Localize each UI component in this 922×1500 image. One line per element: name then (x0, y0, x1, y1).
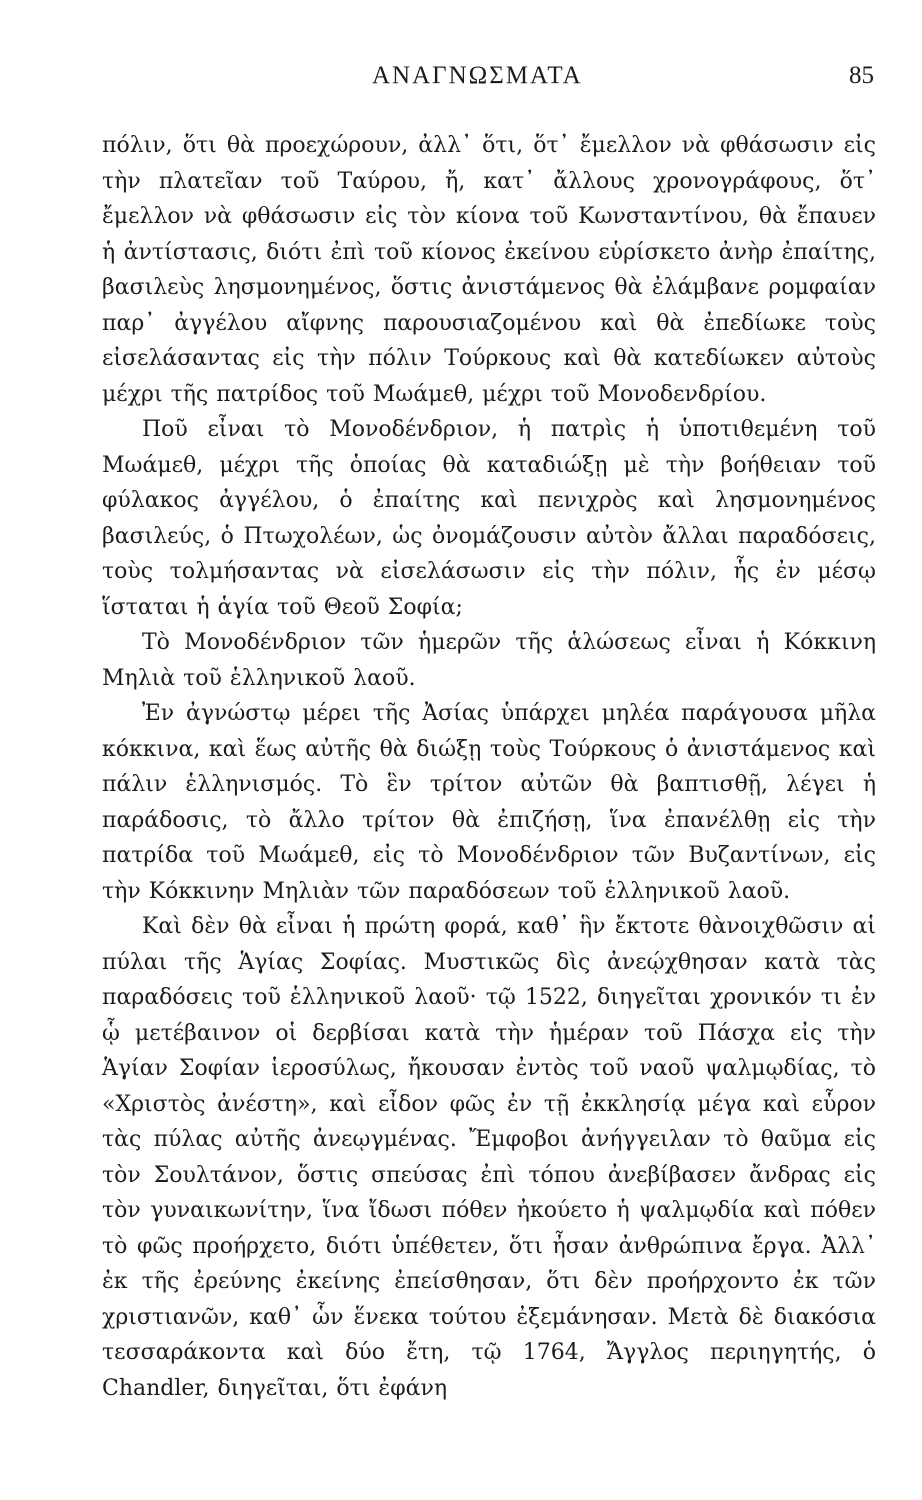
paragraph: Καὶ δὲν θὰ εἶναι ἡ πρώτη φορά, καθ᾽ ἣν ἔκτοτε θὰνοιχθῶσιν αἱ πύλαι τῆς Ἁγίας Σοφίας. Μυστικῶς δὶς ἀνεῴχθησαν κατὰ τὰς παραδόσεις τοῦ ἑλληνικοῦ λαοῦ· τῷ 1522, διηγεῖται χρονικόν τι ἐν ᾧ μετέβαινον οἱ δερβίσαι κατὰ τὴν ἡμέραν τοῦ Πάσχα εἰς τὴν Ἁγίαν Σοφίαν ἱεροσύλως, ἤκουσαν ἐντὸς τοῦ ναοῦ ψαλμῳδίας, τὸ «Χριστὸς ἀνέστη», καὶ εἶδον φῶς ἐν τῇ ἐκκλησίᾳ μέγα καὶ εὗρον τὰς πύλας αὐτῆς ἀνεῳγμένας. Ἔμφοβοι ἀνήγγειλαν τὸ θαῦμα εἰς τὸν Σουλτάνον, ὅστις σπεύσας ἐπὶ τόπου ἀνεβίβασεν ἄνδρας εἰς τὸν γυναικωνίτην, ἵνα ἴδωσι πόθεν ἠκούετο ἡ ψαλμῳδία καὶ πόθεν τὸ φῶς προήρχετο, διότι ὑπέθετεν, ὅτι ἦσαν ἀνθρώπινα ἔργα. Ἀλλ᾽ ἐκ τῆς ἐρεύνης ἐκείνης ἐπείσθησαν, ὅτι δὲν προήρχοντο ἐκ τῶν χριστιανῶν, καθ᾽ ὧν ἕνεκα τούτου ἐξεμάνησαν. Μετὰ δὲ διακόσια τεσσαράκοντα καὶ δύο ἔτη, τῷ 1764, Ἄγγλος περιηγητής, ὁ Chandler, διηγεῖται, ὅτι ἐφάνη (102, 914, 876, 1401)
running-title: ΑΝΑΓΝΩΣΜΑΤΑ (372, 62, 583, 89)
paragraph: Ποῦ εἶναι τὸ Μονοδένδριον, ἡ πατρὶς ἡ ὑποτιθεμένη τοῦ Μωάμεθ, μέχρι τῆς ὁποίας θὰ καταδιώξῃ μὲ τὴν βοήθειαν τοῦ φύλακος ἀγγέλου, ὁ ἐπαίτης καὶ πενιχρὸς καὶ λησμονημένος βασιλεύς, ὁ Πτωχολέων, ὡς ὀνομάζουσιν αὐτὸν ἄλλαι παραδόσεις, τοὺς τολμήσαντας νὰ εἰσελάσωσιν εἰς τὴν πόλιν, ἧς ἐν μέσῳ ἵσταται ἡ ἁγία τοῦ Θεοῦ Σοφία; (102, 417, 876, 620)
page-number: 85 (849, 62, 874, 89)
running-header (0, 62, 922, 96)
page-text-body (102, 128, 876, 1406)
paragraph-continued: πόλιν, ὅτι θὰ προεχώρουν, ἀλλ᾽ ὅτι, ὅτ᾽ ἔμελλον νὰ φθάσωσιν εἰς τὴν πλατεῖαν τοῦ Ταύρου, ἤ, κατ᾽ ἄλλους χρονογράφους, ὅτ᾽ ἔμελλον νὰ φθάσωσιν εἰς τὸν κίονα τοῦ Κωνσταντίνου, θὰ ἔπαυεν ἡ ἀντίστασις, διότι ἐπὶ τοῦ κίονος ἐκείνου εὑρίσκετο ἀνὴρ ἐπαίτης, βασιλεὺς λησμονημένος, ὅστις ἀνιστάμενος θὰ ἐλάμβανε ρομφαίαν παρ᾽ ἀγγέλου αἴφνης παρουσιαζομένου καὶ θὰ ἐπεδίωκε τοὺς εἰσελάσαντας εἰς τὴν πόλιν Τούρκους καὶ θὰ κατεδίωκεν αὐτοὺς μέχρι τῆς πατρίδος τοῦ Μωάμεθ, μέχρι τοῦ Μονοδενδρίου. (102, 133, 876, 407)
paragraph: Ἐν ἀγνώστῳ μέρει τῆς Ἀσίας ὑπάρχει μηλέα παράγουσα μῆλα κόκκινα, καὶ ἕως αὐτῆς θὰ διώξῃ τοὺς Τούρκους ὁ ἀνιστάμενος καὶ πάλιν ἑλληνισμός. Τὸ ἓν τρίτον αὐτῶν θὰ βαπτισθῇ, λέγει ἡ παράδοσις, τὸ ἄλλο τρίτον θὰ ἐπιζήσῃ, ἵνα ἐπανέλθῃ εἰς τὴν πατρίδα τοῦ Μωάμεθ, εἰς τὸ Μονοδένδριον τῶν Βυζαντίνων, εἰς τὴν Κόκκινην Μηλιὰν τῶν παραδόσεων τοῦ ἑλληνικοῦ λαοῦ. (102, 701, 876, 904)
paragraph: Τὸ Μονοδένδριον τῶν ἡμερῶν τῆς ἁλώσεως εἶναι ἡ Κόκκινη Μηλιὰ τοῦ ἑλληνικοῦ λαοῦ. (102, 630, 876, 691)
